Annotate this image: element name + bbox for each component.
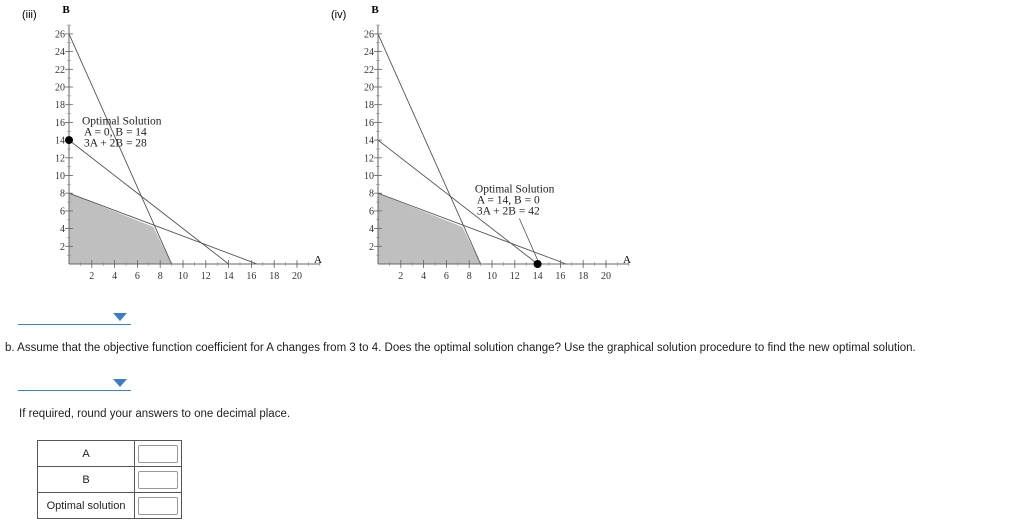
x-tick-label: 14	[223, 271, 234, 282]
rounding-note: If required, round your answers to one decimal place.	[19, 408, 291, 420]
x-tick-label: 20	[601, 271, 611, 282]
optimal-point-marker	[534, 260, 542, 268]
x-tick-label: 18	[269, 271, 280, 282]
y-tick-label: 14	[55, 135, 65, 147]
y-tick-label: 6	[60, 206, 65, 218]
table-row	[38, 493, 182, 519]
y-tick-label: 4	[369, 224, 374, 236]
question-text: b. Assume that the objective function coefficient for A changes from 3 to 4. Does the optimal solution change? Use the graphical solution procedure to find the new optimal solution.	[5, 342, 916, 354]
panel-label: (iii)	[22, 9, 37, 21]
x-tick-label: 10	[178, 271, 188, 282]
annotation-line-2: A = 0, B = 14	[84, 126, 147, 139]
x-tick-label: 2	[89, 271, 95, 282]
y-tick-label: 2	[60, 241, 65, 253]
x-axis-label: A	[314, 254, 322, 266]
table-row	[38, 441, 182, 467]
y-tick-label: 20	[364, 82, 374, 94]
table-row	[38, 467, 182, 493]
x-tick-label: 10	[487, 271, 497, 282]
answer-table	[37, 440, 182, 519]
y-tick-label: 6	[369, 206, 374, 218]
y-axis-label: B	[371, 4, 379, 16]
y-tick-label: 20	[55, 82, 65, 94]
y-tick-label: 10	[55, 171, 65, 182]
y-tick-label: 2	[369, 241, 374, 253]
y-tick-label: 10	[364, 171, 374, 182]
x-tick-label: 2	[398, 271, 404, 282]
y-tick-label: 12	[55, 153, 65, 165]
chevron-down-icon	[113, 313, 127, 321]
x-tick-label: 4	[421, 271, 427, 282]
y-tick-label: 4	[60, 224, 65, 236]
chevron-down-icon	[113, 379, 127, 387]
input-a[interactable]	[138, 445, 178, 463]
chart-iii	[0, 0, 330, 290]
x-tick-label: 18	[578, 271, 589, 282]
optimal-point-marker	[65, 136, 73, 144]
x-tick-label: 8	[466, 271, 472, 282]
y-tick-label: 16	[364, 117, 374, 129]
answer-dropdown-b[interactable]	[18, 372, 131, 391]
row-label-b: B	[38, 467, 135, 493]
y-tick-label: 26	[364, 29, 374, 41]
input-b[interactable]	[138, 471, 178, 489]
y-tick-label: 12	[364, 153, 374, 165]
y-axis-label: B	[62, 4, 70, 16]
y-tick-label: 18	[364, 100, 374, 112]
answer-dropdown-a[interactable]	[18, 306, 131, 325]
annotation-line-3: 3A + 2B = 28	[84, 137, 147, 150]
x-tick-label: 8	[157, 271, 163, 282]
annotation-line-1: Optimal Solution	[474, 183, 555, 196]
x-tick-label: 12	[200, 271, 211, 282]
x-tick-label: 6	[134, 271, 140, 282]
annotation-line-3: 3A + 2B = 42	[476, 205, 540, 218]
x-tick-label: 4	[112, 271, 118, 282]
x-tick-label: 16	[246, 271, 257, 282]
row-label-optimal-solution: Optimal solution	[38, 493, 135, 519]
y-tick-label: 24	[364, 47, 374, 59]
x-tick-label: 20	[292, 271, 302, 282]
y-tick-label: 18	[55, 100, 65, 112]
chart-iv	[309, 0, 639, 290]
y-tick-label: 16	[55, 117, 65, 129]
y-tick-label: 22	[55, 64, 65, 76]
y-tick-label: 8	[60, 188, 65, 200]
x-tick-label: 16	[555, 271, 566, 282]
input-optimal-solution[interactable]	[138, 497, 178, 515]
y-tick-label: 22	[364, 64, 374, 76]
y-tick-label: 24	[55, 47, 65, 59]
annotation-line-2: A = 14, B = 0	[476, 194, 540, 207]
annotation-line-1: Optimal Solution	[82, 115, 162, 128]
y-tick-label: 26	[55, 29, 65, 41]
x-tick-label: 6	[443, 271, 449, 282]
y-tick-label: 8	[369, 188, 374, 200]
x-tick-label: 14	[532, 271, 543, 282]
panel-label: (iv)	[331, 9, 347, 21]
y-tick-label: 14	[364, 135, 374, 147]
annotation-leader-line	[519, 219, 537, 260]
x-tick-label: 12	[509, 271, 520, 282]
row-label-a: A	[38, 441, 135, 467]
x-axis-label: A	[623, 254, 631, 266]
